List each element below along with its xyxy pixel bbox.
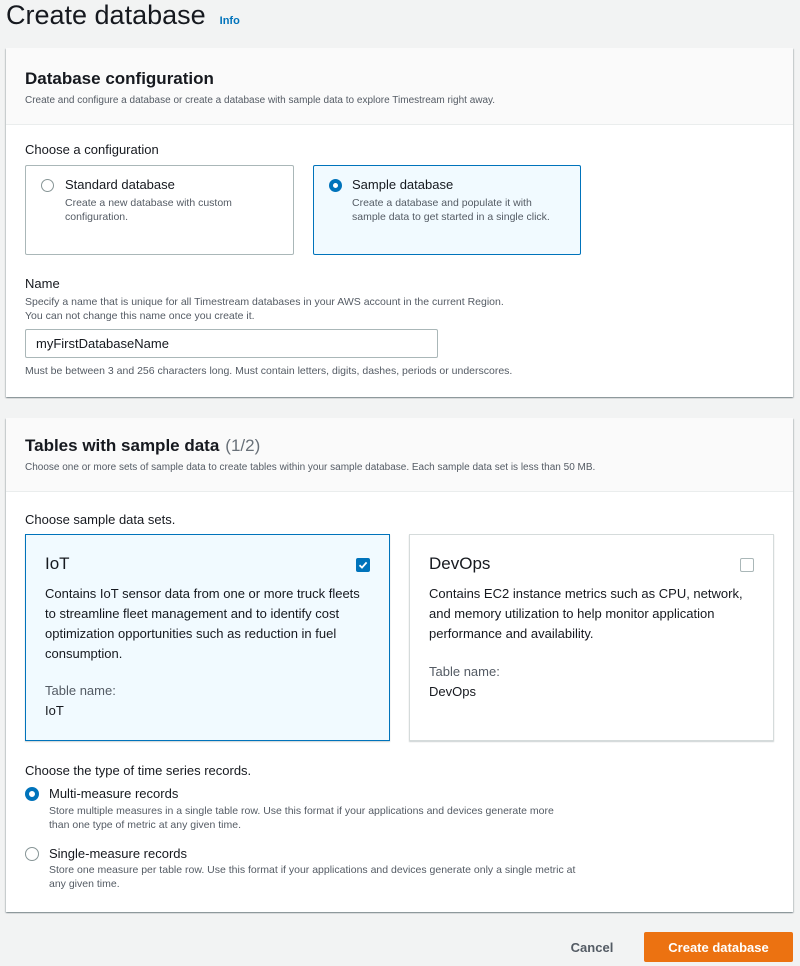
tables-sample-data-title	[25, 435, 774, 457]
single-measure-description: Store one measure per table row. Use this format if your applications and devices generate only a single metric at any given time.	[49, 864, 576, 890]
iot-card-title: IoT	[45, 554, 70, 573]
iot-card-description: Contains IoT sensor data from one or more truck fleets to streamline fleet management and to identify cost optimization opportunities such as reduction in fuel consumption.	[45, 586, 360, 661]
database-configuration-description: Create and configure a database or create a database with sample data to explore Timestream right away.	[25, 95, 496, 106]
page-title: Create database	[6, 0, 206, 30]
sample-database-radio[interactable]	[329, 179, 342, 192]
database-configuration-header	[6, 48, 793, 125]
info-link[interactable]: Info	[219, 15, 240, 27]
iot-sample-card[interactable]	[25, 534, 390, 741]
page-header	[6, 0, 240, 36]
standard-database-title: Standard database	[65, 177, 175, 192]
devops-checkbox[interactable]	[740, 558, 754, 572]
standard-database-tile[interactable]	[25, 165, 294, 255]
single-measure-radio[interactable]	[25, 847, 39, 861]
devops-card-title: DevOps	[429, 554, 491, 573]
check-icon	[358, 560, 368, 570]
sample-database-tile[interactable]	[313, 165, 581, 255]
sample-database-description: Create a database and populate it with sample data to get started in a single click.	[352, 197, 550, 223]
choose-configuration-label: Choose a configuration	[25, 142, 159, 157]
multi-measure-title[interactable]: Multi-measure records	[49, 786, 179, 801]
iot-table-name-label: Table name:	[45, 683, 116, 698]
cancel-button[interactable]: Cancel	[570, 939, 614, 955]
tables-sample-data-panel	[6, 418, 793, 912]
devops-table-name-label: Table name:	[429, 664, 500, 679]
sample-database-title: Sample database	[352, 177, 454, 192]
tables-sample-data-header	[6, 418, 793, 492]
name-description-2: You can not change this name once you create it.	[25, 310, 255, 322]
create-database-button[interactable]: Create database	[644, 932, 793, 962]
database-name-input[interactable]	[25, 329, 438, 358]
devops-sample-card[interactable]	[409, 534, 774, 741]
devops-table-name-value: DevOps	[429, 684, 476, 699]
iot-checkbox[interactable]	[356, 558, 370, 572]
standard-database-radio[interactable]	[41, 179, 54, 192]
standard-database-description: Create a new database with custom configuration.	[65, 197, 232, 223]
iot-table-name-value: IoT	[45, 703, 64, 718]
database-configuration-panel	[6, 48, 793, 397]
tables-title-text: Tables with sample data	[25, 436, 220, 455]
tables-sample-data-description: Choose one or more sets of sample data to create tables within your sample database. Each sample data set is less than 50 MB.	[25, 462, 596, 473]
devops-card-description: Contains EC2 instance metrics such as CPU, network, and memory utilization to help monitor application performance and availability.	[429, 586, 743, 641]
tables-selected-count: (1/2)	[225, 436, 261, 455]
choose-sample-data-label: Choose sample data sets.	[25, 512, 176, 527]
multi-measure-description: Store multiple measures in a single table row. Use this format if your applications and devices generate more than one type of metric at any given time.	[49, 805, 554, 831]
single-measure-title[interactable]: Single-measure records	[49, 846, 188, 861]
multi-measure-radio[interactable]	[25, 787, 39, 801]
name-label: Name	[25, 276, 60, 291]
name-constraint-text: Must be between 3 and 256 characters long. Must contain letters, digits, dashes, periods or underscores.	[25, 365, 513, 377]
records-type-label: Choose the type of time series records.	[25, 763, 252, 778]
name-description-1: Specify a name that is unique for all Timestream databases in your AWS account in the current Region.	[25, 296, 504, 308]
database-configuration-title: Database configuration	[25, 69, 214, 88]
